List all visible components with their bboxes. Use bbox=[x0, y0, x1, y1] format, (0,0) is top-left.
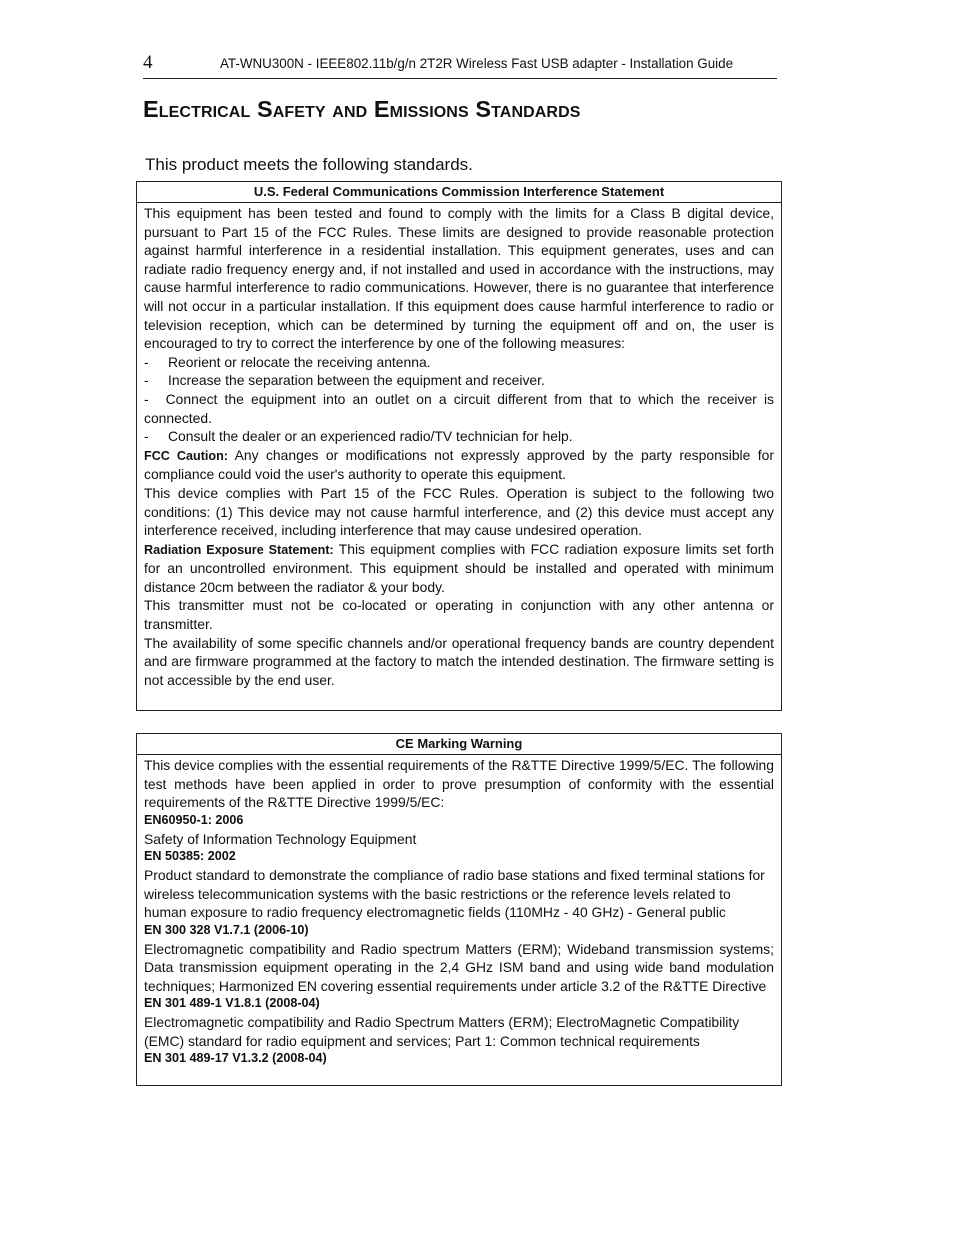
fcc-paragraph: This device complies with Part 15 of the FCC Rules. Operation is subject to the following two conditions: (1) This device may not cause harmful interference, and (2) this device must accept any interference received, including interference that may cause undesired operation. bbox=[144, 484, 774, 539]
fcc-paragraph: The availability of some specific channels and/or operational frequency bands are country dependent and are firmware programmed at the factory to match the intended destination. The firmware setting is not accessible by the end user. bbox=[144, 634, 774, 688]
bullet-text: Connect the equipment into an outlet on a circuit different from that to which the receiver is connected. bbox=[144, 390, 774, 426]
bullet-marker: - bbox=[144, 353, 149, 370]
list-item bbox=[144, 371, 774, 390]
list-item bbox=[144, 427, 774, 446]
list-item bbox=[144, 390, 774, 427]
standard-description: Electromagnetic compatibility and Radio spectrum Matters (ERM); Wideband transmission systems; Data transmission equipment operating in the 2,4 GHz ISM band and using wide band modulation techniques; Harmonized EN covering essential requirements under article 3.2 of the R&TTE Directive bbox=[144, 940, 774, 994]
fcc-paragraph: This transmitter must not be co-located or operating in conjunction with any other antenna or transmitter. bbox=[144, 597, 774, 633]
standard-code: EN 300 328 V1.7.1 (2006-10) bbox=[144, 922, 309, 937]
page-number: 4 bbox=[143, 52, 153, 73]
standard-code: EN 301 489-1 V1.8.1 (2008-04) bbox=[144, 996, 320, 1011]
standard-description: Product standard to demonstrate the compliance of radio base stations and fixed terminal stations for wireless telecommunication systems with the basic restrictions or the reference levels related to human exposure to radio frequency electromagnetic fields (110MHz - 40 GHz) - General public bbox=[144, 866, 765, 921]
ce-intro: This device complies with the essential requirements of the R&TTE Directive 1999/5/EC. The following test methods have been applied in order to prove presumption of conformity with the essential requirements of the R&TTE Directive 1999/5/EC: bbox=[144, 757, 774, 811]
radiation-label: Radiation Exposure Statement: bbox=[144, 542, 334, 557]
bullet-marker: - bbox=[144, 428, 149, 445]
standard-code: EN 301 489-17 V1.3.2 (2008-04) bbox=[144, 1051, 327, 1066]
bullet-text: Reorient or relocate the receiving antenna. bbox=[168, 353, 431, 370]
fcc-caution-label: FCC Caution: bbox=[144, 448, 228, 463]
standard-description: Safety of Information Technology Equipment bbox=[144, 830, 417, 847]
fcc-paragraph: This equipment has been tested and found to comply with the limits for a Class B digital device, pursuant to Part 15 of the FCC Rules. These limits are designed to provide reasonable protection against harmful interference in a residential installation. This equipment generates, uses and can radiate radio frequency energy and, if not installed and used in accordance with the instructions, may cause harmful interference to radio communications. However, there is no guarantee that interference will not occur in a particular installation. If this equipment does cause harmful interference to radio or television reception, which can be determined by turning the equipment off and on, the user is encouraged to try to correct the interference by one of the following measures: bbox=[144, 205, 774, 352]
ce-warning-box bbox=[136, 733, 782, 1086]
list-item bbox=[144, 353, 774, 372]
bullet-marker: - bbox=[144, 390, 149, 407]
fcc-caution bbox=[144, 446, 774, 484]
bullet-text: Increase the separation between the equipment and receiver. bbox=[168, 372, 545, 389]
fcc-body bbox=[137, 203, 781, 689]
standard-code: EN 50385: 2002 bbox=[144, 849, 236, 864]
fcc-heading: U.S. Federal Communications Commission Interference Statement bbox=[137, 182, 781, 203]
ce-body bbox=[137, 755, 781, 1068]
section-title: Electrical Safety and Emissions Standards bbox=[143, 96, 581, 122]
fcc-caution-text: Any changes or modifications not expressly approved by the party responsible for compliance could void the user's authority to operate this equipment. bbox=[144, 446, 774, 483]
ce-heading: CE Marking Warning bbox=[137, 734, 781, 755]
radiation-statement bbox=[144, 540, 774, 597]
section-intro: This product meets the following standards. bbox=[145, 155, 473, 174]
header-rule bbox=[143, 78, 777, 79]
radiation-text: This equipment complies with FCC radiation exposure limits set forth for an uncontrolled environment. This equipment should be installed and operated with minimum distance 20cm between the radiator & your body. bbox=[144, 540, 774, 595]
standard-description: Electromagnetic compatibility and Radio Spectrum Matters (ERM); ElectroMagnetic Compatibility (EMC) standard for radio equipment and services; Part 1: Common technical requirements bbox=[144, 1014, 740, 1049]
fcc-statement-box bbox=[136, 181, 782, 711]
bullet-text: Consult the dealer or an experienced radio/TV technician for help. bbox=[168, 428, 573, 445]
bullet-marker: - bbox=[144, 372, 149, 389]
running-header: AT-WNU300N - IEEE802.11b/g/n 2T2R Wireless Fast USB adapter - Installation Guide bbox=[220, 56, 734, 71]
standard-code: EN60950-1: 2006 bbox=[144, 812, 244, 827]
